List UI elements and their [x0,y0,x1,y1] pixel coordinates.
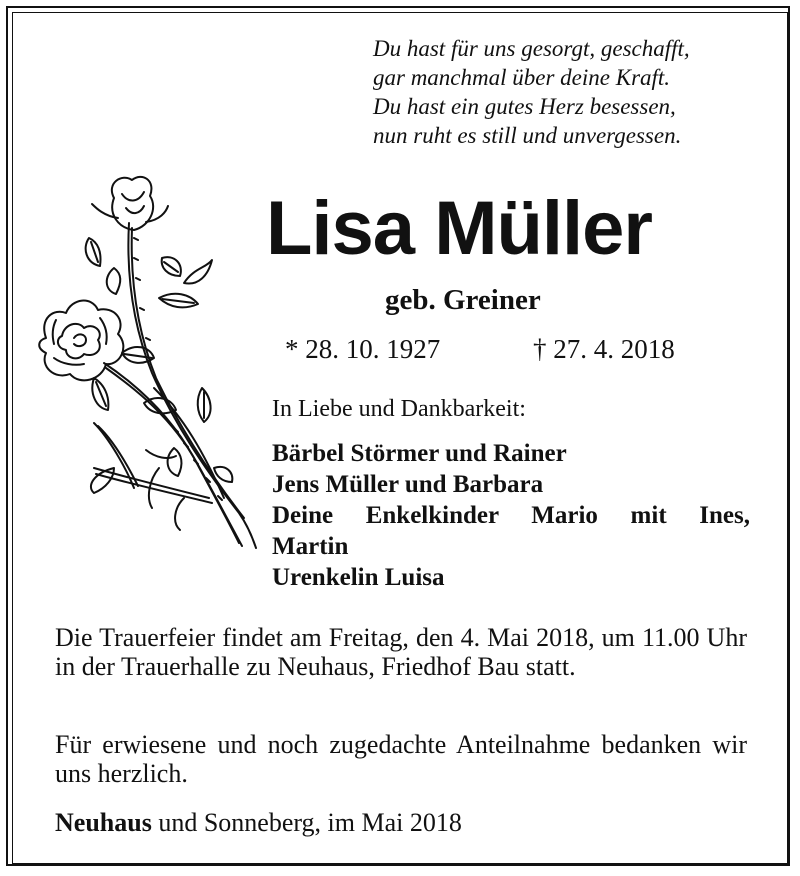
poem-line: Du hast für uns gesorgt, geschafft, [373,36,690,61]
poem-line: Du hast ein gutes Herz besessen, [373,94,676,119]
mourners-list [272,438,750,593]
signoff-rest: und Sonneberg, im Mai 2018 [151,808,462,837]
mourner-line: Martin [272,533,349,560]
poem [373,34,773,150]
birth-date: * 28. 10. 1927 [285,334,441,364]
mourner-line: Urenkelin Luisa [272,564,445,591]
rose-drawing-icon [34,168,264,558]
funeral-notice: Die Trauerfeier findet am Freitag, den 4. Mai 2018, um 11.00 Uhr in der Trauerhalle zu Neuhaus, Friedhof Bau statt. [55,623,747,681]
poem-line: nun ruht es still und unvergessen. [373,123,682,148]
thanks-text: Für erwiesene und noch zugedachte Anteilnahme bedanken wir uns herzlich. [55,730,747,788]
signoff-place: Neuhaus [55,808,152,837]
mourners-intro: In Liebe und Dankbarkeit: [272,396,526,422]
maiden-name: geb. Greiner [385,284,541,316]
mourner-line: Jens Müller und Barbara [272,471,544,498]
mourner-line: Deine Enkelkinder Mario mit Ines, [272,502,750,529]
deceased-name: Lisa Müller [266,186,652,271]
mourner-line: Bärbel Störmer und Rainer [272,440,567,467]
signoff [55,808,462,838]
death-date: † 27. 4. 2018 [533,334,675,364]
poem-line: gar manchmal über deine Kraft. [373,65,671,90]
